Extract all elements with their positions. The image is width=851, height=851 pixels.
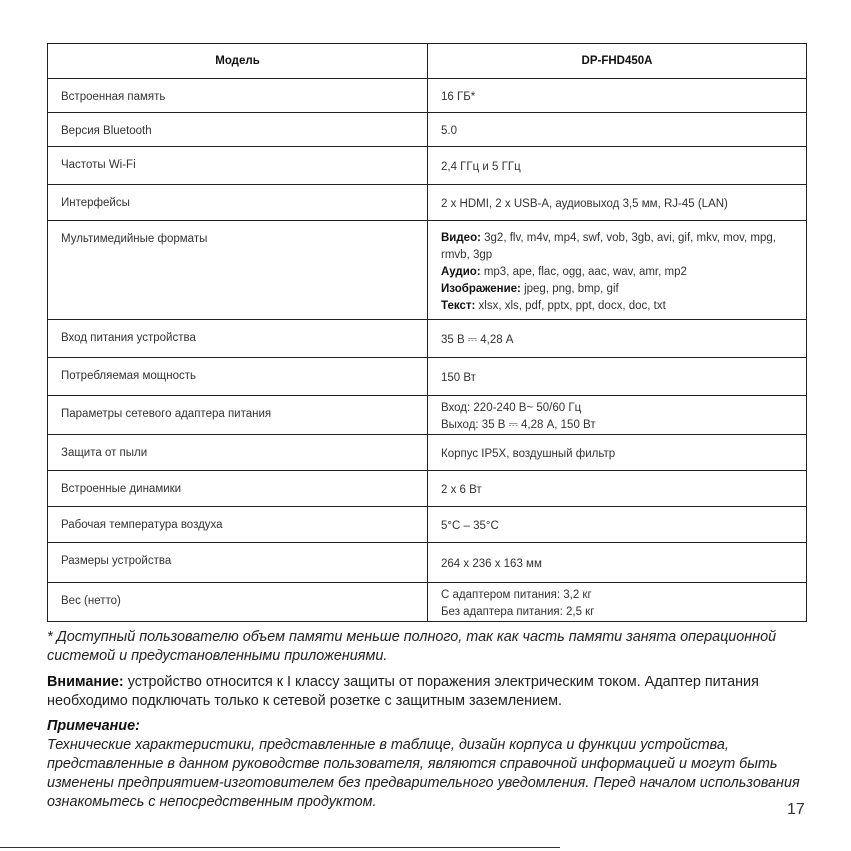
video-label: Видео: <box>441 232 481 244</box>
adapter-output: Выход: 35 В ⎓ 4,28 А, 150 Вт <box>441 419 596 431</box>
table-header-row <box>48 44 807 79</box>
row-value: 5.0 <box>428 113 807 147</box>
text-list: xlsx, xls, pdf, pptx, ppt, docx, doc, txt <box>475 300 666 312</box>
row-param: Вес (нетто) <box>48 583 428 622</box>
warning-text: устройство относится к I классу защиты от поражения электрическим током. Адаптер питания необходимо подключать только к сетевой розетке с защитным заземлением. <box>47 674 759 709</box>
row-param: Вход питания устройства <box>48 320 428 358</box>
row-param: Параметры сетевого адаптера питания <box>48 396 428 435</box>
row-value: 35 В ⎓ 4,28 А <box>428 320 807 358</box>
table-row <box>48 320 807 358</box>
header-model-name: DP-FHD450A <box>428 44 807 79</box>
row-param: Рабочая температура воздуха <box>48 507 428 543</box>
row-value: 150 Вт <box>428 358 807 396</box>
adapter-input: Вход: 220-240 В~ 50/60 Гц <box>441 402 582 414</box>
weight-without-adapter: Без адаптера питания: 2,5 кг <box>441 606 595 618</box>
video-list: 3g2, flv, m4v, mp4, swf, vob, 3gb, avi, gif, mkv, mov, mpg, rmvb, 3gp <box>441 232 776 261</box>
warning-label: Внимание: <box>47 674 124 690</box>
row-value: 2,4 ГГц и 5 ГГц <box>428 147 807 185</box>
row-value: 264 x 236 x 163 мм <box>428 543 807 583</box>
row-value: Корпус IP5X, воздушный фильтр <box>428 435 807 471</box>
table-row <box>48 79 807 113</box>
note-text: Технические характеристики, представленные в таблице, дизайн корпуса и функции устройства, представленные в данном руководстве пользователя, являются справочной информацией и могут быть изменены предприятием-изготовителем без предварительного уведомления. Перед началом использования ознакомьтесь с непосредственным продуктом. <box>47 737 800 810</box>
weight-with-adapter: С адаптером питания: 3,2 кг <box>441 589 592 601</box>
row-value <box>428 396 807 435</box>
text-label: Текст: <box>441 300 476 312</box>
table-row <box>48 113 807 147</box>
text-formats <box>441 298 806 315</box>
row-value <box>428 583 807 622</box>
page-number: 17 <box>787 801 805 818</box>
table-row <box>48 185 807 221</box>
row-param: Размеры устройства <box>48 543 428 583</box>
table-row <box>48 543 807 583</box>
formats-cell <box>428 221 807 320</box>
row-param: Мультимедийные форматы <box>48 221 428 320</box>
audio-list: mp3, ape, flac, ogg, aac, wav, amr, mp2 <box>480 266 687 278</box>
note-title: Примечание: <box>47 718 140 734</box>
warning-paragraph <box>47 673 817 711</box>
row-value: 2 x 6 Вт <box>428 471 807 507</box>
table-row <box>48 396 807 435</box>
memory-footnote: * Доступный пользователю объем памяти меньше полного, так как часть памяти занята операционной системой и предустановленными приложениями. <box>47 629 777 664</box>
row-param: Версия Bluetooth <box>48 113 428 147</box>
table-row <box>48 583 807 622</box>
table-row <box>48 435 807 471</box>
table-row <box>48 147 807 185</box>
row-param: Защита от пыли <box>48 435 428 471</box>
image-label: Изображение: <box>441 283 521 295</box>
audio-label: Аудио: <box>441 266 481 278</box>
table-row <box>48 507 807 543</box>
row-param: Потребляемая мощность <box>48 358 428 396</box>
row-value: 5°C – 35°C <box>428 507 807 543</box>
video-formats <box>441 230 806 264</box>
image-formats <box>441 281 806 298</box>
audio-formats <box>441 264 806 281</box>
spec-table <box>47 43 807 622</box>
table-row <box>48 358 807 396</box>
bottom-divider <box>0 847 560 848</box>
table-row <box>48 471 807 507</box>
row-param: Встроенная память <box>48 79 428 113</box>
row-param: Интерфейсы <box>48 185 428 221</box>
row-param: Встроенные динамики <box>48 471 428 507</box>
row-value: 2 x HDMI, 2 x USB-A, аудиовыход 3,5 мм, RJ-45 (LAN) <box>428 185 807 221</box>
table-row <box>48 221 807 320</box>
row-value: 16 ГБ* <box>428 79 807 113</box>
image-list: jpeg, png, bmp, gif <box>520 283 619 295</box>
header-model: Модель <box>48 44 428 79</box>
row-param: Частоты Wi-Fi <box>48 147 428 185</box>
